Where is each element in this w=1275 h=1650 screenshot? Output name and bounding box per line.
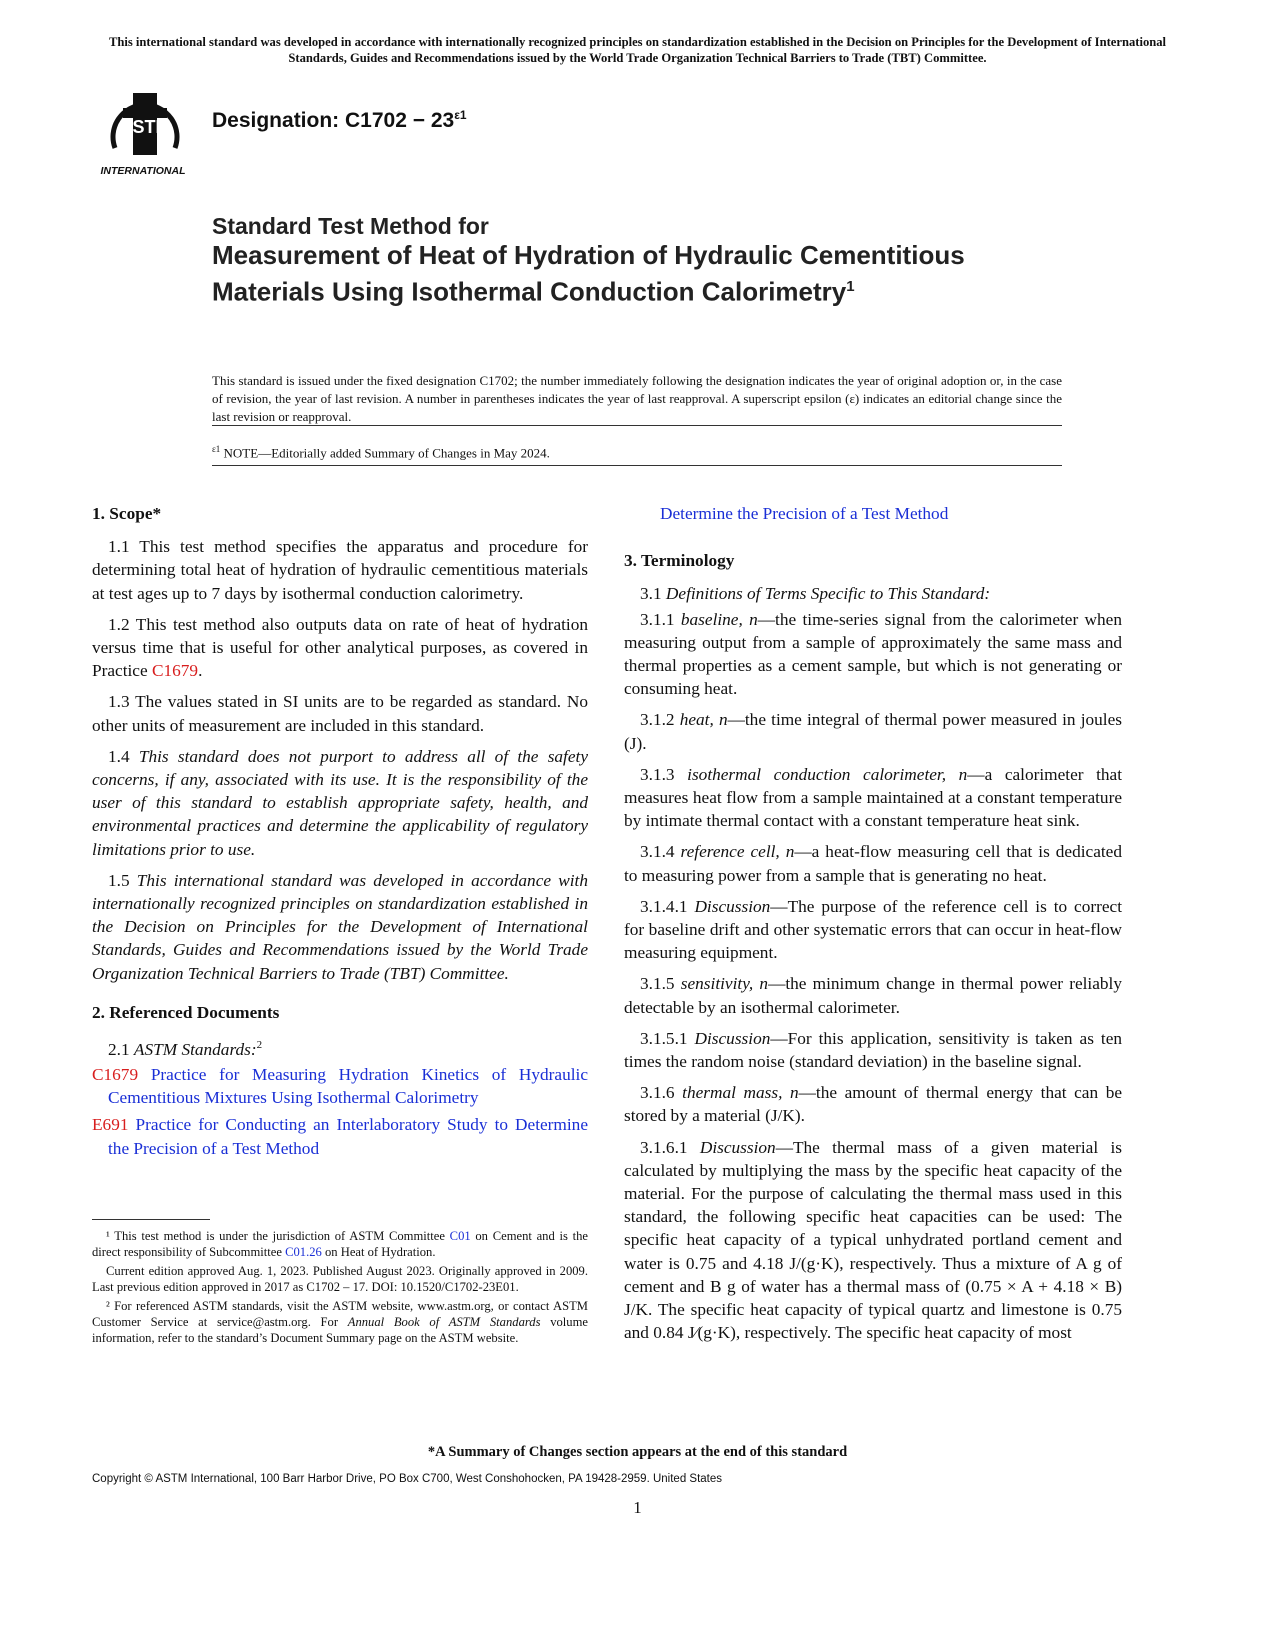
logo-subtext: INTERNATIONAL — [100, 165, 186, 177]
left-column — [92, 502, 589, 1158]
para-1-2: 1.2 This test method also outputs data on rate of heat of hydration versus time that is useful for other analytical purposes, as covered in Practice C1679. — [92, 614, 588, 681]
link-c1679[interactable]: C1679 — [151, 661, 199, 681]
ref-e691-continued[interactable]: Determine the Precision of a Test Method — [660, 504, 949, 523]
astm-logo — [95, 88, 195, 178]
para-2-1: 2.1 ASTM Standards:$^2$ — [108, 1039, 263, 1059]
footnote-rule — [92, 1219, 210, 1220]
designation-label: Designation: C1702 − 23 — [212, 109, 455, 132]
term-item: 3.1.4 reference cell, n—a heat-flow measuring cell that is dedicated to measuring power from a sample that is generating no heat. — [624, 842, 1122, 885]
copyright: Copyright © ASTM International, 100 Barr Harbor Drive, PO Box C700, West Conshohocken, PA 19428-2959. United States — [92, 1473, 723, 1485]
section-2-heading: 2. Referenced Documents — [92, 1002, 280, 1022]
term-item: 3.1.6 thermal mass, n—the amount of thermal energy that can be stored by a material (J/K). — [624, 1083, 1123, 1126]
term-item: 3.1.4.1 Discussion—The purpose of the reference cell is to correct for baseline drift and other systematic errors that can occur in heat-flow measuring equipment. — [624, 896, 1123, 963]
para-1-1: 1.1 This test method specifies the apparatus and procedure for determining total heat of hydration of hydraulic cementitious materials at test ages up to 7 days by isothermal conduction calorimetry. — [92, 537, 588, 603]
footnotes — [92, 1228, 588, 1349]
top-notice: This international standard was developed in accordance with internationally recognized principles on standardization established in the Decision on Principles for the Development of International Standards, Guides and Recommendations issued by the World Trade Organization Technical Barriers to Trade (TBT) Committee. — [108, 35, 1167, 65]
footnote-1: ¹ This test method is under the jurisdiction of ASTM Committee C01 on Cement and is the direct responsibility of Subcommittee C01.26 on Heat of Hydration. — [92, 1229, 588, 1260]
page-number: 1 — [633, 1498, 642, 1517]
summary-note: *A Summary of Changes section appears at the end of this standard — [427, 1444, 848, 1460]
para-1-3: 1.3 The values stated in SI units are to be regarded as standard. No other units of measurement are included in this standard. — [92, 692, 588, 735]
link-c01[interactable]: C01 — [449, 1229, 471, 1243]
link-c01-26[interactable]: C01.26 — [285, 1245, 322, 1260]
epsilon-note: $^{\varepsilon 1}$ NOTE—Editorially added Summary of Changes in May 2024. — [212, 444, 550, 461]
section-1-heading: 1. Scope* — [92, 504, 162, 523]
designation-sup: ε1 — [454, 108, 467, 122]
term-item: 3.1.5.1 Discussion—For this application, sensitivity is taken as ten times the random noise (standard deviation) in the baseline signal. — [624, 1028, 1123, 1072]
issued-note: This standard is issued under the fixed designation C1702; the number immediately following the designation indicates the year of original adoption or, in the case of revision, the year of last revision. A number in parentheses indicates the year of last reapproval. A superscript epsilon (ε) indicates an editorial change since the last revision or reapproval. — [212, 373, 1062, 424]
term-item: 3.1.2 heat, n—the time integral of thermal power measured in joules (J). — [624, 710, 1122, 753]
ref-e691[interactable]: E691 Practice for Conducting an Interlaboratory Study to Determine the Precision of a Test Method — [92, 1115, 588, 1158]
para-1-4: 1.4 This standard does not purport to address all of the safety concerns, if any, associated with its use. It is the responsibility of the user of this standard to establish appropriate safety, health, and environmental practices and determine the applicability of regulatory limitations prior to use. — [92, 746, 589, 859]
term-item: 3.1.5 sensitivity, n—the minimum change in thermal power reliably detectable by an isothermal calorimeter. — [624, 974, 1122, 1017]
para-1-5: 1.5 This international standard was developed in accordance with internationally recognized principles on standardization established in the Decision on Principles for the Development of International Standards, Guides and Recommendations issued by the World Trade Organization Technical Barriers to Trade (TBT) Committee. — [92, 870, 588, 983]
title-line-2: Measurement of Heat of Hydration of Hydraulic Cementitious Materials Using Isothermal Conduction Calorimetry$^1$ — [212, 240, 965, 307]
ref-c1679[interactable]: C1679 Practice for Measuring Hydration Kinetics of Hydraulic Cementitious Mixtures Using Isothermal Calorimetry — [92, 1065, 588, 1108]
divider-top — [212, 425, 1062, 426]
logo-text: ASTM — [119, 117, 171, 137]
document-title — [212, 212, 1012, 308]
term-item: 3.1.1 baseline, n—the time-series signal from the calorimeter when measuring output from a sample of approximately the same mass and thermal properties as a cement sample, but which is not generating or consuming heat. — [624, 609, 1122, 699]
title-line-1: Standard Test Method for — [212, 213, 489, 239]
footnote-1-edition: Current edition approved Aug. 1, 2023. Published August 2023. Originally approved in 2009. Last previous edition approved in 2017 as C1702 – 17. DOI: 10.1520/C1702-23E01. — [92, 1263, 588, 1295]
section-3-heading: 3. Terminology — [624, 551, 735, 571]
term-item: 3.1.3 isothermal conduction calorimeter, n—a calorimeter that measures heat flow from a sample maintained at a constant temperature by intimate thermal contact with a constant temperature heat sink. — [624, 764, 1123, 831]
para-3-1: 3.1 Definitions of Terms Specific to This Standard: — [640, 584, 991, 604]
divider-bottom — [212, 465, 1062, 466]
right-column — [624, 502, 1122, 1376]
footnote-2: ² For referenced ASTM standards, visit the ASTM website, www.astm.org, or contact ASTM Customer Service at service@astm.org. For Annual Book of ASTM Standards volume information, refer to the standard’s Document Summary page on the ASTM website. — [92, 1298, 588, 1346]
term-list — [624, 608, 1122, 1128]
para-3-1-6-1: 3.1.6.1 Discussion—The thermal mass of a given material is calculated by multiplying the mass by the specific heat capacity of the material. For the purpose of calculating the thermal mass used in this standard, the following specific heat capacities can be used: The specific heat capacity of a typical unhydrated portland cement and water is 0.75 and 4.18 J/(g·K), respectively. Thus a mixture of A g of cement and B g of water has a thermal mass of (0.75 × A + 4.18 × B) J/K. The specific heat capacity of typical quartz and limestone is 0.75 and 0.84 J⁄(g·K), respectively. The specific heat capacity of most — [624, 1137, 1122, 1343]
designation — [212, 108, 467, 133]
